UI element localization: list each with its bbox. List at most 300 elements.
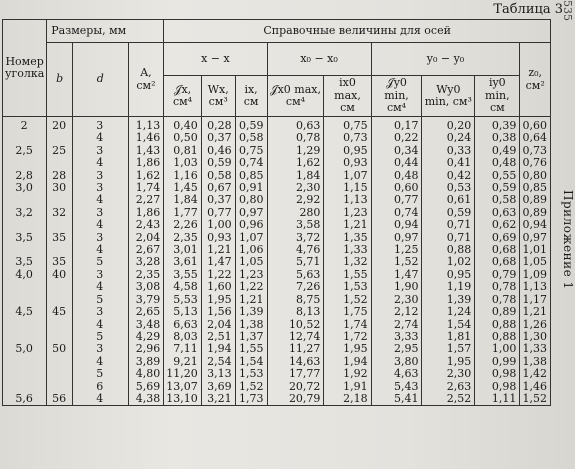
table-cell: 1,19 [422,281,475,293]
header-axis-x0: x₀ − x₀ [267,43,371,76]
table-cell: 1,42 [520,368,551,380]
table-label: Таблица 3 [493,2,563,17]
table-cell: 0,98 [475,368,520,380]
table-cell: 1,55 [235,343,267,355]
table-cell: 2,26 [164,219,202,231]
table-cell: 1,03 [164,157,202,169]
table-cell: 1,33 [520,343,551,355]
table-cell: 1,86 [128,157,164,169]
table-cell: 0,59 [235,117,267,133]
table-cell: 2,5 [3,145,47,157]
header-iy0min: iy0 min, см [475,76,520,117]
table-cell: 0,95 [422,269,475,281]
table-cell: 3,21 [201,393,235,406]
table-cell: 17,77 [267,368,324,380]
table-row [3,343,551,355]
table-cell: 0,73 [520,145,551,157]
table-cell: 3,08 [128,281,164,293]
table-cell: 0,63 [475,207,520,219]
table-cell: 1,84 [267,170,324,182]
table-cell: 4,63 [371,368,422,380]
table-cell [47,319,73,331]
table-cell: 2,04 [201,319,235,331]
table-cell: 1,57 [422,343,475,355]
table-cell [3,368,47,380]
table-cell: 0,37 [201,132,235,144]
table-cell: 0,78 [475,281,520,293]
table-cell: 1,60 [201,281,235,293]
table-cell: 5,41 [371,393,422,406]
table-cell: 1,21 [520,306,551,318]
table-cell: 1,47 [371,269,422,281]
table-cell: 3,48 [128,319,164,331]
table-cell: 2,18 [324,393,371,406]
table-cell: 0,58 [201,170,235,182]
table-cell: 1,23 [324,207,371,219]
table-cell: 1,30 [520,331,551,343]
table-cell: 0,60 [520,117,551,133]
header-axis-y0: y₀ − y₀ [371,43,520,76]
header-wx: Wx, см³ [201,76,235,117]
table-row [3,117,551,133]
table-row [3,157,551,169]
table-cell: 1,11 [475,393,520,406]
table-cell: 0,37 [201,194,235,206]
table-cell: 0,74 [235,157,267,169]
table-row [3,368,551,380]
table-cell: 0,80 [235,194,267,206]
table-cell: 2,04 [128,232,164,244]
table-cell: 280 [267,207,324,219]
table-cell: 0,81 [164,145,202,157]
table-cell: 0,93 [324,157,371,169]
table-cell: 1,29 [267,145,324,157]
table-cell: 30 [47,182,73,194]
table-cell: 1,43 [128,145,164,157]
table-cell: 20,72 [267,381,324,393]
table-cell: 4,5 [3,306,47,318]
table-cell: 1,23 [235,269,267,281]
table-cell: 0,62 [475,219,520,231]
header-reference-values: Справочные величины для осей [164,20,551,43]
table-cell: 45 [47,306,73,318]
table-cell: 1,92 [324,368,371,380]
table-cell: 1,72 [324,331,371,343]
table-cell: 2,63 [422,381,475,393]
table-cell: 4 [72,319,128,331]
table-cell: 2,65 [128,306,164,318]
table-cell: 1,81 [422,331,475,343]
table-cell: 0,97 [371,232,422,244]
table-cell: 0,22 [371,132,422,144]
table-cell: 4,58 [164,281,202,293]
table-cell: 1,21 [201,244,235,256]
table-cell: 5 [72,256,128,268]
table-cell: 3,69 [201,381,235,393]
table-cell: 4,0 [3,269,47,281]
table-cell: 1,13 [128,117,164,133]
table-cell: 4,38 [128,393,164,406]
table-cell: 4 [72,132,128,144]
table-cell: 1,22 [201,269,235,281]
header-jx: 𝒥x, см⁴ [164,76,202,117]
table-cell: 1,53 [235,368,267,380]
table-cell: 4,80 [128,368,164,380]
table-cell: 1,39 [235,306,267,318]
table-cell: 0,53 [422,182,475,194]
table-cell: 0,58 [235,132,267,144]
table-cell: 1,00 [201,219,235,231]
table-cell [47,132,73,144]
table-cell: 0,89 [520,194,551,206]
table-cell: 0,77 [201,207,235,219]
table-cell: 0,93 [201,232,235,244]
table-cell: 1,15 [324,182,371,194]
table-cell: 1,90 [371,281,422,293]
table-cell [47,356,73,368]
table-cell: 2,43 [128,219,164,231]
table-cell: 6 [72,381,128,393]
table-cell: 8,03 [164,331,202,343]
table-cell: 1,17 [520,294,551,306]
table-cell [3,157,47,169]
table-cell: 1,56 [201,306,235,318]
table-cell: 0,34 [371,145,422,157]
table-cell: 0,95 [324,145,371,157]
table-cell: 1,32 [324,256,371,268]
table-cell: 2 [3,117,47,133]
table-cell: 0,94 [520,219,551,231]
table-cell: 0,59 [422,207,475,219]
table-cell: 5,53 [164,294,202,306]
table-cell: 1,74 [128,182,164,194]
table-cell: 2,92 [267,194,324,206]
table-cell: 3 [72,145,128,157]
table-cell: 0,60 [371,182,422,194]
table-cell: 1,09 [520,269,551,281]
header-area: A, см² [128,43,164,117]
table-cell: 1,38 [235,319,267,331]
table-cell: 1,33 [324,244,371,256]
header-sizes: Размеры, мм [47,20,164,43]
table-row [3,393,551,406]
table-cell: 0,33 [422,145,475,157]
table-cell: 3,13 [201,368,235,380]
table-cell: 0,59 [201,157,235,169]
table-cell: 0,64 [520,132,551,144]
header-angle-number: Номер уголка [3,20,47,117]
table-cell: 3,0 [3,182,47,194]
table-cell: 0,49 [475,145,520,157]
table-cell: 2,12 [371,306,422,318]
table-cell: 4 [72,244,128,256]
table-cell: 3 [72,117,128,133]
table-cell: 0,77 [371,194,422,206]
table-cell: 0,71 [422,219,475,231]
table-cell: 1,54 [235,356,267,368]
table-cell [47,281,73,293]
header-wy0min: Wy0 min, см³ [422,76,475,117]
header-z0: z₀, см² [520,43,551,117]
table-cell [3,132,47,144]
table-cell: 1,55 [324,269,371,281]
table-cell: 0,20 [422,117,475,133]
table-cell: 5,63 [267,269,324,281]
table-cell [3,356,47,368]
table-cell: 35 [47,232,73,244]
table-cell: 3,79 [128,294,164,306]
table-cell: 56 [47,393,73,406]
table-cell: 0,89 [520,207,551,219]
table-cell: 2,54 [201,356,235,368]
table-cell: 20,79 [267,393,324,406]
table-cell: 1,26 [520,319,551,331]
table-cell: 0,67 [201,182,235,194]
table-cell: 0,59 [475,182,520,194]
table-cell: 1,52 [520,393,551,406]
table-cell: 0,73 [324,132,371,144]
table-cell: 13,07 [164,381,202,393]
header-ix0max: ix0 max, см [324,76,371,117]
table-cell: 5,43 [371,381,422,393]
table-cell: 5,71 [267,256,324,268]
header-ix: ix, см [235,76,267,117]
table-cell: 8,75 [267,294,324,306]
header-d: d [72,43,128,117]
table-row [3,256,551,268]
table-cell: 0,76 [520,157,551,169]
table-cell: 0,75 [324,117,371,133]
table-cell: 7,26 [267,281,324,293]
table-cell: 7,11 [164,343,202,355]
table-row [3,132,551,144]
table-cell: 1,35 [324,232,371,244]
table-row [3,306,551,318]
table-cell: 0,38 [475,132,520,144]
table-cell: 1,02 [422,256,475,268]
table-cell: 1,74 [324,319,371,331]
table-cell: 3 [72,343,128,355]
table-cell: 1,62 [128,170,164,182]
table-cell: 1,94 [324,356,371,368]
table-cell: 25 [47,145,73,157]
table-cell: 3,28 [128,256,164,268]
table-cell: 0,94 [371,219,422,231]
table-cell: 1,24 [422,306,475,318]
table-cell: 1,25 [371,244,422,256]
table-cell: 0,17 [371,117,422,133]
table-cell [3,281,47,293]
table-cell: 5 [72,368,128,380]
table-cell: 1,22 [235,281,267,293]
table-cell: 0,63 [267,117,324,133]
table-cell: 0,28 [201,117,235,133]
table-cell: 1,45 [164,182,202,194]
table-cell: 3,58 [267,219,324,231]
header-b: b [47,43,73,117]
table-cell: 5 [72,331,128,343]
table-cell: 1,07 [235,232,267,244]
table-cell: 1,13 [324,194,371,206]
table-cell: 2,30 [371,294,422,306]
table-cell: 3,01 [164,244,202,256]
table-cell: 1,52 [371,256,422,268]
table-cell: 3,80 [371,356,422,368]
table-cell: 3 [72,182,128,194]
table-cell: 3 [72,170,128,182]
table-cell: 4 [72,194,128,206]
table-cell: 1,91 [324,381,371,393]
table-cell: 0,48 [371,170,422,182]
table-body [3,117,551,406]
table-cell: 2,8 [3,170,47,182]
table-cell [47,157,73,169]
header-jy0min: 𝒥y0 min, см⁴ [371,76,422,117]
table-cell: 3 [72,207,128,219]
table-cell: 3,33 [371,331,422,343]
table-cell: 1,77 [164,207,202,219]
table-cell [47,368,73,380]
table-cell: 3,5 [3,232,47,244]
table-cell: 3,55 [164,269,202,281]
table-cell: 1,95 [422,356,475,368]
table-cell: 2,30 [267,182,324,194]
table-cell: 0,50 [164,132,202,144]
table-cell: 2,52 [422,393,475,406]
page-number: 535 [561,0,574,21]
table-cell: 1,16 [164,170,202,182]
table-cell: 8,13 [267,306,324,318]
table-cell: 0,78 [475,294,520,306]
table-cell: 3 [72,232,128,244]
table-cell: 0,44 [371,157,422,169]
table-cell: 0,85 [235,170,267,182]
table-cell: 2,51 [201,331,235,343]
table-cell: 5,6 [3,393,47,406]
table-cell: 0,48 [475,157,520,169]
table-cell: 3,61 [164,256,202,268]
table-cell: 0,85 [520,182,551,194]
table-cell: 12,74 [267,331,324,343]
table-cell: 0,55 [475,170,520,182]
table-cell: 1,21 [324,219,371,231]
table-cell [3,219,47,231]
table-cell: 2,27 [128,194,164,206]
table-cell: 2,30 [422,368,475,380]
table-cell: 6,63 [164,319,202,331]
table-cell: 14,63 [267,356,324,368]
angle-profile-table [2,19,551,406]
table-cell: 0,88 [475,331,520,343]
header-jx0max: 𝒥x0 max, см⁴ [267,76,324,117]
table-cell: 9,21 [164,356,202,368]
table-cell: 1,46 [128,132,164,144]
table-cell: 5 [72,294,128,306]
table-cell: 11,27 [267,343,324,355]
table-cell: 0,91 [235,182,267,194]
table-cell [47,219,73,231]
table-cell: 0,97 [235,207,267,219]
table-cell: 2,35 [128,269,164,281]
table-cell: 0,75 [235,145,267,157]
table-cell: 1,95 [324,343,371,355]
table-cell: 40 [47,269,73,281]
table-cell: 0,99 [475,356,520,368]
table-cell: 1,73 [235,393,267,406]
table-cell: 2,67 [128,244,164,256]
table-cell: 3,5 [3,256,47,268]
table-cell: 5,0 [3,343,47,355]
table-cell: 3,89 [128,356,164,368]
table-cell: 3,2 [3,207,47,219]
table-cell: 0,74 [371,207,422,219]
table-cell: 0,41 [422,157,475,169]
table-cell: 1,86 [128,207,164,219]
table-cell: 4,76 [267,244,324,256]
table-cell: 1,95 [201,294,235,306]
table-cell: 1,46 [520,381,551,393]
table-cell: 4 [72,356,128,368]
appendix-side-label: Приложение 1 [561,190,575,290]
table-row [3,194,551,206]
table-cell: 5,69 [128,381,164,393]
table-cell: 0,58 [475,194,520,206]
table-cell: 1,01 [520,244,551,256]
table-cell: 11,20 [164,368,202,380]
table-cell: 4 [72,281,128,293]
table-cell: 1,05 [235,256,267,268]
table-cell: 4 [72,393,128,406]
table-cell: 3 [72,269,128,281]
table-cell: 3 [72,306,128,318]
table-cell: 0,96 [235,219,267,231]
table-cell: 0,88 [475,319,520,331]
table-cell: 1,39 [422,294,475,306]
table-cell: 0,40 [164,117,202,133]
table-cell [47,194,73,206]
table-cell: 35 [47,256,73,268]
table-cell: 1,52 [324,294,371,306]
table-cell: 1,53 [324,281,371,293]
table-cell: 0,46 [201,145,235,157]
table-cell: 0,79 [475,269,520,281]
table-cell: 0,69 [475,232,520,244]
table-cell: 1,05 [520,256,551,268]
table-cell: 0,61 [422,194,475,206]
table-cell: 0,24 [422,132,475,144]
table-cell: 4 [72,219,128,231]
table-cell: 1,47 [201,256,235,268]
header-axis-x: x − x [164,43,267,76]
table-cell: 0,80 [520,170,551,182]
table-cell: 2,95 [371,343,422,355]
table-row [3,219,551,231]
table-cell: 10,52 [267,319,324,331]
table-cell: 4 [72,157,128,169]
table-cell: 32 [47,207,73,219]
table-cell: 1,84 [164,194,202,206]
table-cell: 2,74 [371,319,422,331]
table-cell: 1,06 [235,244,267,256]
table-cell: 1,62 [267,157,324,169]
table-cell: 1,00 [475,343,520,355]
table-cell: 0,39 [475,117,520,133]
table-cell: 1,37 [235,331,267,343]
table-cell: 0,97 [520,232,551,244]
table-cell: 1,38 [520,356,551,368]
table-cell: 5,13 [164,306,202,318]
table-cell: 0,68 [475,244,520,256]
